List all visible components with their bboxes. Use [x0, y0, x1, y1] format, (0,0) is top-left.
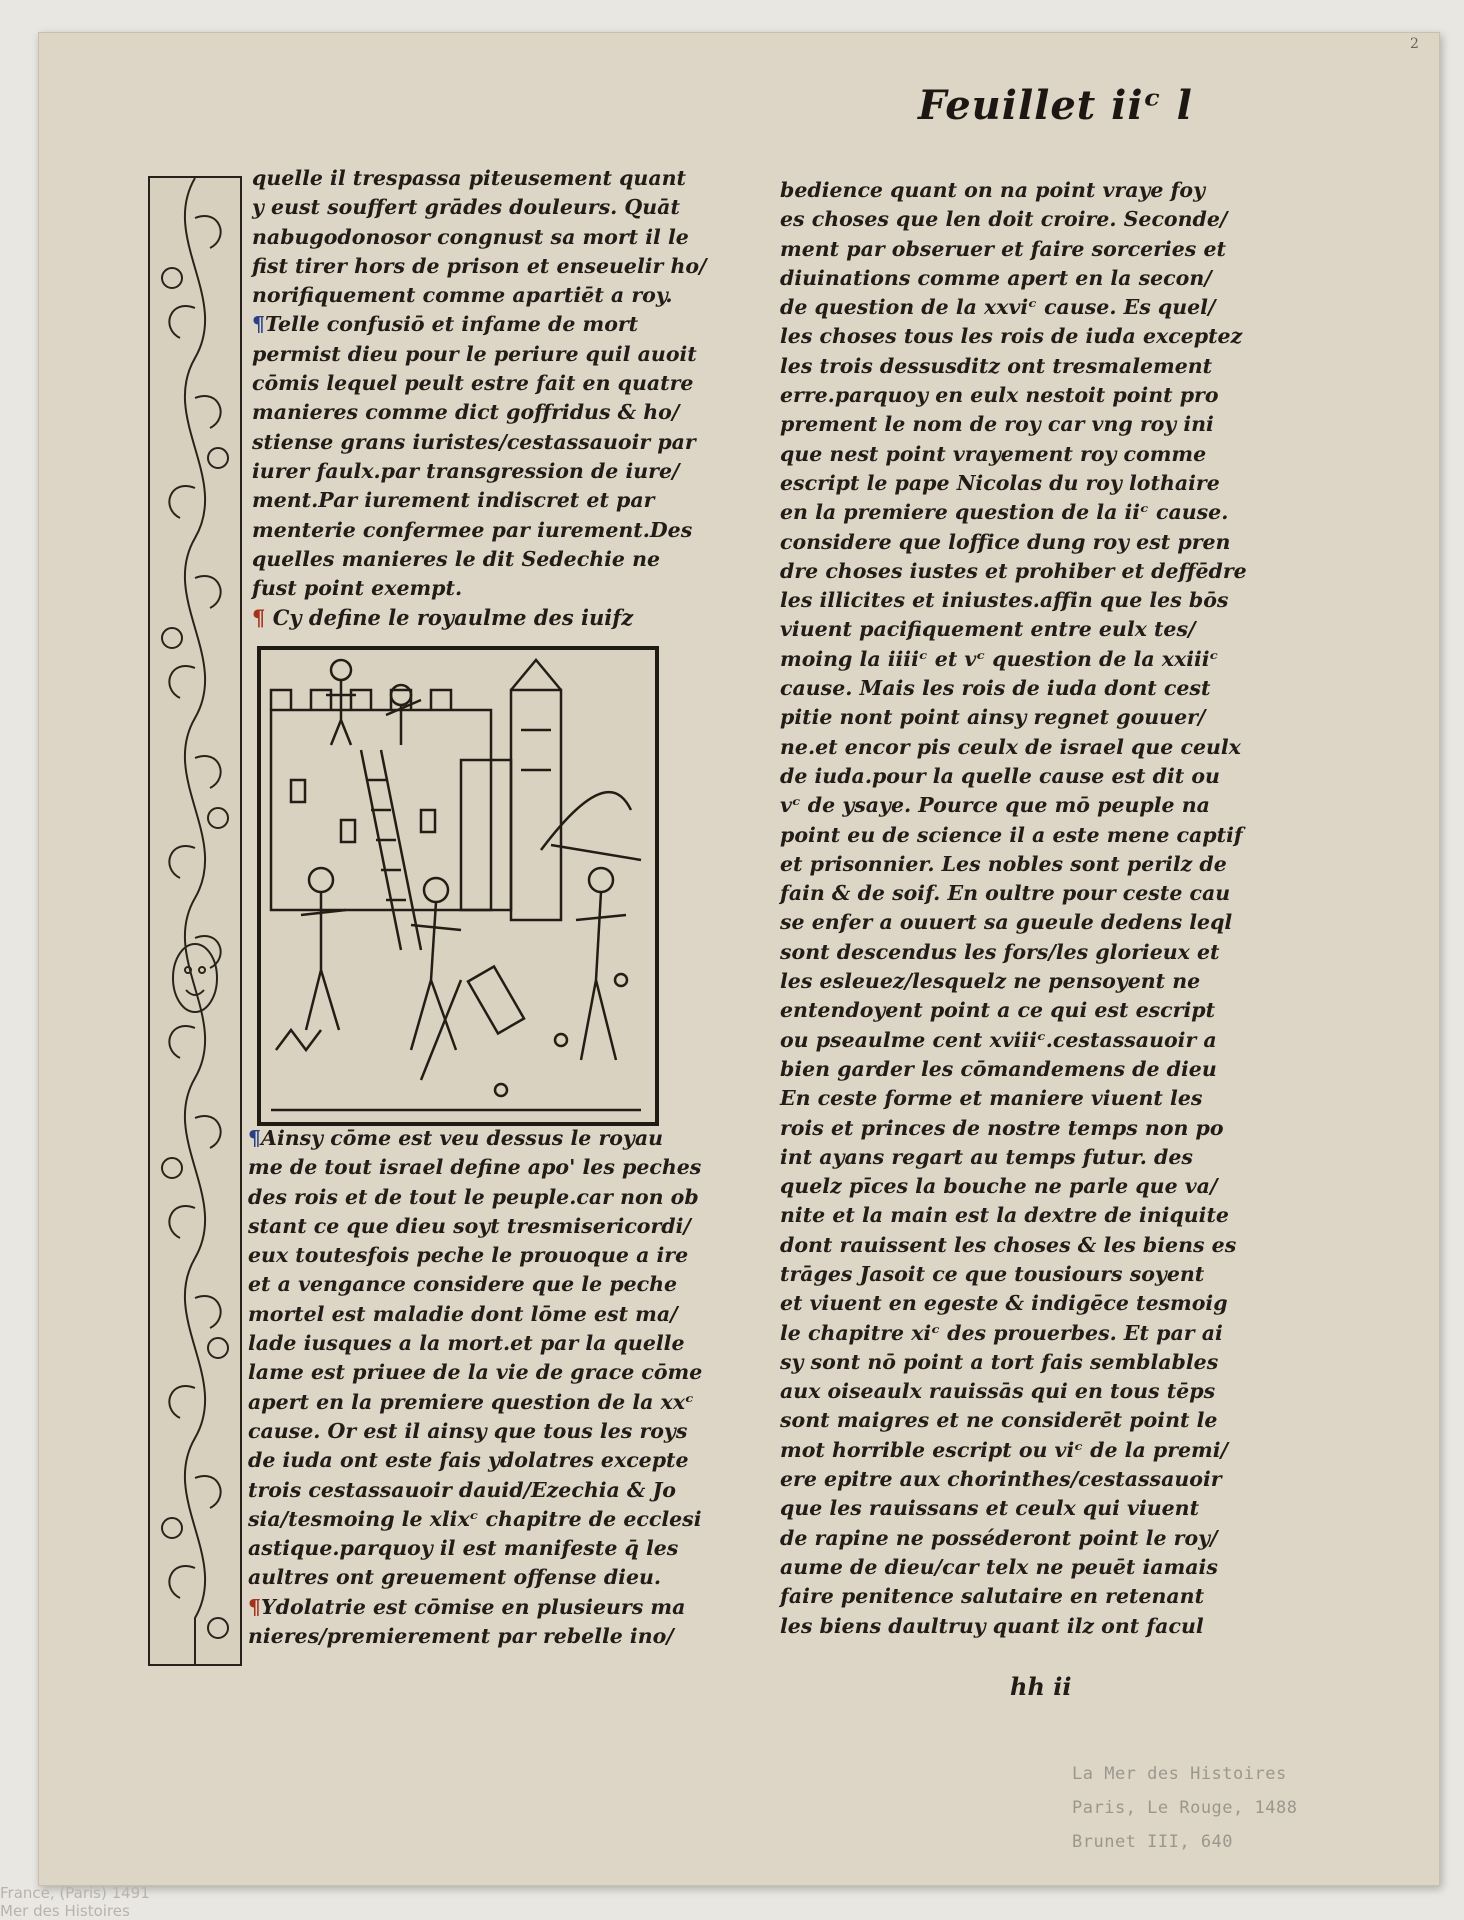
text-line: de iuda.pour la quelle cause est dit ou	[780, 763, 1220, 788]
text-line: les esleuez/lesquelz ne pensoyent ne	[780, 969, 1201, 994]
text-line: que nest point vrayement roy comme	[780, 441, 1207, 466]
text-line: nabugodonosor congnust sa mort il le	[252, 224, 689, 249]
text-line: sont maigres et ne considerēt point le	[780, 1408, 1218, 1433]
pencil-note: La Mer des Histoires	[1072, 1764, 1287, 1784]
right-column	[780, 176, 1247, 1641]
text-line: quelle il trespassa piteusement quant	[252, 166, 686, 190]
pilcrow-blue-icon: ¶	[248, 1126, 262, 1150]
text-line: bien garder les cōmandemens de dieu	[780, 1056, 1217, 1081]
left-column-bottom	[248, 1124, 703, 1651]
text-line: sy sont nō point a tort fais semblables	[780, 1349, 1219, 1374]
text-line: aume de dieu/car telx ne peuēt iamais	[780, 1554, 1218, 1579]
folio-heading: Feuillet iiᶜ l	[918, 82, 1193, 129]
text-line: stiense grans iuristes/cestassauoir par	[252, 429, 696, 454]
text-line: apert en la premiere question de la xxᶜ	[248, 1389, 694, 1414]
text-line: faire penitence salutaire en retenant	[780, 1584, 1205, 1609]
floral-border-icon	[150, 178, 240, 1664]
text-line: lade iusques a la mort.et par la quelle	[248, 1331, 685, 1356]
floral-border-ornament	[148, 176, 242, 1666]
text-line: nieres/premierement par rebelle ino/	[248, 1624, 674, 1649]
text-line: de rapine ne posséderont point le roy/	[780, 1525, 1218, 1550]
text-line: les trois dessusditz ont tresmalement	[780, 353, 1213, 378]
text-line: les choses tous les rois de iuda exceptez	[780, 324, 1243, 349]
text-line: bedience quant on na point vraye foy	[780, 178, 1205, 202]
text-line: int ayans regart au temps futur. des	[780, 1144, 1193, 1169]
text-line: ment par obseruer et faire sorceries et	[780, 236, 1226, 261]
text-line: menterie confermee par iurement.Des	[252, 517, 693, 542]
text-line: pitie nont point ainsy regnet gouuer/	[780, 705, 1206, 730]
text-line: en la premiere question de la iiᶜ cause.	[780, 500, 1229, 525]
text-line: eux toutesfois peche le prouoque a ire	[248, 1243, 689, 1268]
text-line: et prisonnier. Les nobles sont perilz de	[780, 851, 1227, 876]
text-line: iurer faulx.par transgression de iure/	[252, 458, 680, 483]
text-line: quelles manieres le dit Sedechie ne	[252, 546, 661, 571]
text-line: diuinations comme apert en la secon/	[780, 265, 1212, 290]
text-line: cōmis lequel peult estre fait en quatre	[252, 371, 694, 396]
text-line: et viuent en egeste & indigēce tesmoig	[780, 1291, 1228, 1316]
edge-note: France, (Paris) 1491	[0, 1884, 150, 1902]
text-line: et a vengance considere que le peche	[248, 1272, 678, 1297]
text-line: moing la iiiiᶜ et vᶜ question de la xxiiiᶜ	[780, 646, 1219, 671]
text-line: ere epitre aux chorinthes/cestassauoir	[780, 1467, 1222, 1492]
text-line-paragraph: ¶Telle confusiō et infame de mort	[252, 310, 672, 339]
text-line: ment.Par iurement indiscret et par	[252, 488, 655, 513]
text-line: se enfer a ouuert sa gueule dedens leql	[780, 910, 1233, 935]
quire-signature: hh ii	[1010, 1672, 1072, 1701]
text-line: erre.parquoy en eulx nestoit point pro	[780, 383, 1219, 408]
pilcrow-red-icon: ¶	[248, 1594, 262, 1619]
edge-note: Mer des Histoires	[0, 1902, 130, 1920]
left-column-top	[252, 164, 707, 633]
text-line: En ceste forme et maniere viuent les	[780, 1086, 1203, 1111]
section-caption: ¶ Cy define le royaulme des iuifz	[252, 603, 672, 632]
text-line: stant ce que dieu soyt tresmisericordi/	[248, 1213, 691, 1238]
text-line: vᶜ de ysaye. Pource que mō peuple na	[780, 793, 1210, 818]
text-line: entendoyent point a ce qui est escript	[780, 998, 1216, 1023]
siege-scene-icon	[261, 650, 655, 1122]
text-line: les biens daultruy quant ilz ont facul	[780, 1613, 1204, 1638]
text-line-paragraph: ¶Ainsy cōme est veu dessus le royau	[248, 1124, 670, 1153]
text-line: de question de la xxviᶜ cause. Es quel/	[780, 295, 1216, 320]
text-line: que les rauissans et ceulx qui viuent	[780, 1496, 1200, 1521]
text-line: le chapitre xiᶜ des prouerbes. Et par ai	[780, 1320, 1223, 1345]
text-line: ou pseaulme cent xviiiᶜ.cestassauoir a	[780, 1027, 1217, 1052]
text-line: aultres ont greuement offense dieu.	[248, 1565, 662, 1590]
text-line: dont rauissent les choses & les biens es	[780, 1232, 1237, 1257]
pencil-note: Paris, Le Rouge, 1488	[1072, 1798, 1298, 1818]
text-line: permist dieu pour le periure quil auoit	[252, 341, 697, 366]
text-line: prement le nom de roy car vng roy ini	[780, 412, 1214, 437]
text-line: ne.et encor pis ceulx de israel que ceulx	[780, 734, 1241, 759]
pencil-note: Brunet III, 640	[1072, 1832, 1234, 1852]
text-line: lame est priuee de la vie de grace cōme	[248, 1360, 703, 1385]
text-line: norifiquement comme apartiēt a roy.	[252, 283, 673, 308]
pilcrow-red-icon: ¶	[252, 605, 266, 631]
text-line: considere que loffice dung roy est pren	[780, 529, 1231, 554]
text-line: manieres comme dict goffridus & ho/	[252, 400, 680, 425]
text-line: y eust souffert grādes douleurs. Quāt	[252, 195, 680, 220]
woodcut-illustration	[257, 646, 659, 1126]
text-line-paragraph: ¶Ydolatrie est cōmise en plusieurs ma	[248, 1593, 670, 1622]
text-line: viuent pacifiquement entre eulx tes/	[780, 617, 1196, 642]
text-line: quelz pīces la bouche ne parle que va/	[780, 1174, 1218, 1199]
text-line: cause. Or est il ainsy que tous les roys	[248, 1418, 688, 1443]
text-line: trois cestassauoir dauid/Ezechia & Jo	[248, 1477, 676, 1502]
text-line: mortel est maladie dont lōme est ma/	[248, 1301, 678, 1326]
pilcrow-blue-icon: ¶	[252, 312, 266, 337]
text-line: nite et la main est la dextre de iniquite	[780, 1203, 1229, 1228]
text-line: fist tirer hors de prison et enseuelir ho/	[252, 253, 707, 278]
text-line: des rois et de tout le peuple.car non ob	[248, 1184, 699, 1209]
text-line: es choses que len doit croire. Seconde/	[780, 207, 1228, 232]
text-line: me de tout israel define apo' les peches	[248, 1155, 702, 1180]
text-line: aux oiseaulx rauissās qui en tous tēps	[780, 1379, 1216, 1404]
text-line: mot horrible escript ou viᶜ de la premi/	[780, 1437, 1229, 1462]
text-line: cause. Mais les rois de iuda dont cest	[780, 676, 1211, 701]
text-line: de iuda ont este fais ydolatres excepte	[248, 1448, 689, 1473]
text-line: escript le pape Nicolas du roy lothaire	[780, 470, 1220, 495]
text-line: les illicites et iniustes.affin que les bōs	[780, 588, 1229, 613]
text-line: trāges Jasoit ce que tousiours soyent	[780, 1261, 1205, 1286]
corner-mark: 2	[1410, 36, 1419, 52]
text-line: fust point exempt.	[252, 576, 463, 601]
text-line: fain & de soif. En oultre pour ceste cau	[780, 881, 1231, 906]
text-line: sont descendus les fors/les glorieux et	[780, 939, 1220, 964]
text-line: sia/tesmoing le xlixᶜ chapitre de ecclesi	[248, 1506, 702, 1531]
text-line: astique.parquoy il est manifeste q̄ les	[248, 1536, 679, 1561]
text-line: rois et princes de nostre temps non po	[780, 1115, 1224, 1140]
text-line: dre choses iustes et prohiber et deffēdre	[780, 558, 1247, 583]
text-line: point eu de science il a este mene captif	[780, 822, 1243, 847]
